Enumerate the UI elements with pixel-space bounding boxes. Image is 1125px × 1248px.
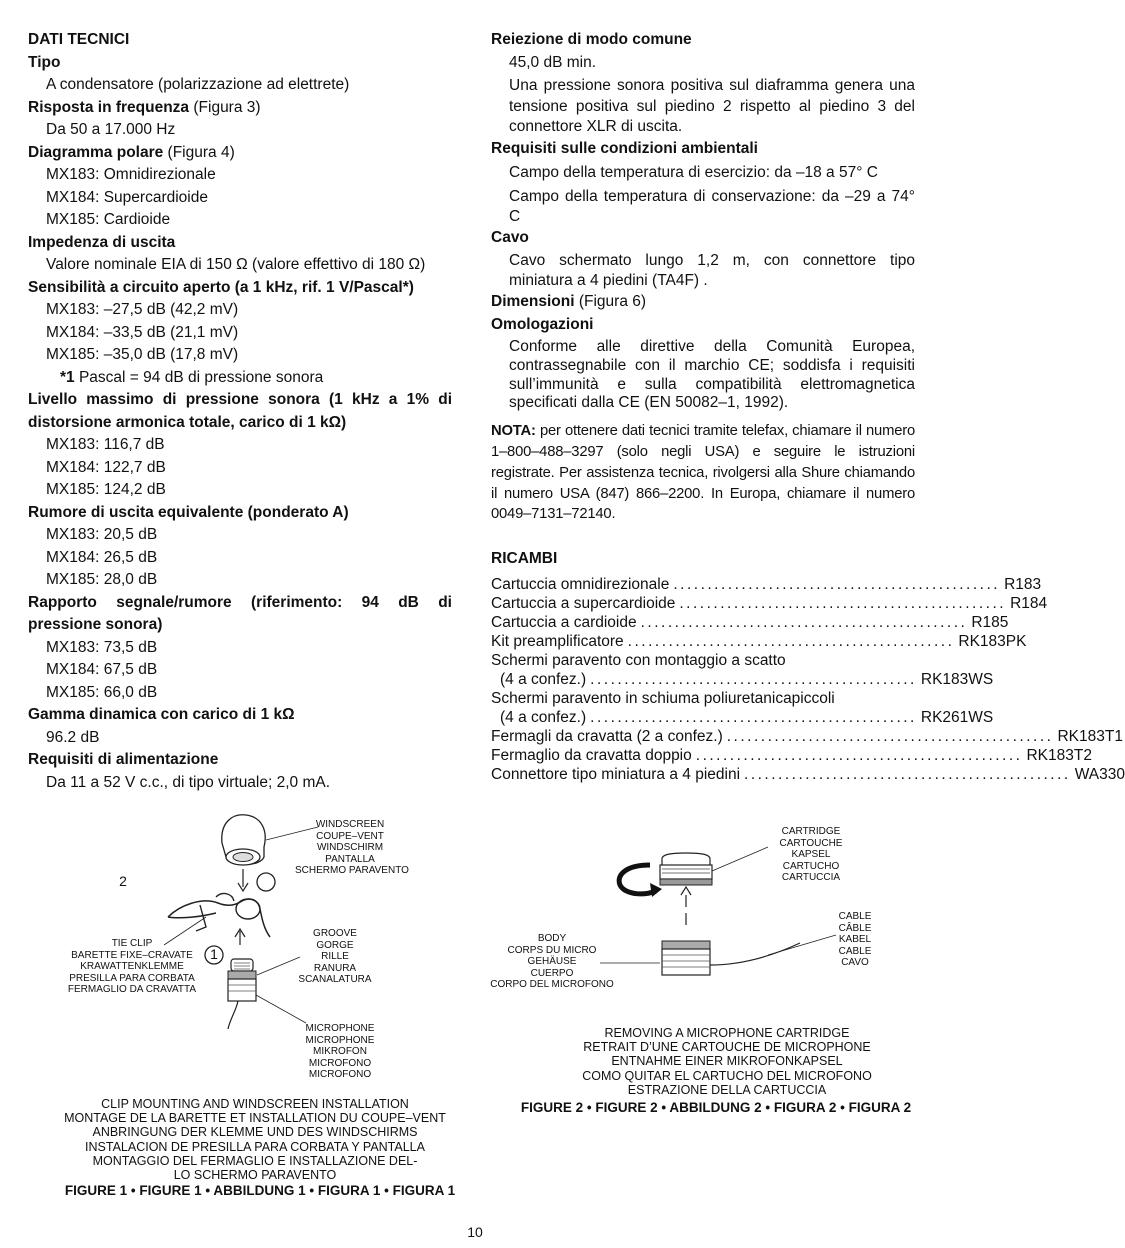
figure1-caption: CLIP MOUNTING AND WINDSCREEN INSTALLATION MONTAGE DE LA BARETTE ET INSTALLATION DU COUPE–VENT ANBRINGUNG DER KLEMME UND DES WINDSCHIRMS INSTALACION DE PRESILLA PARA CORBATA Y PANTALLA MONTAGGIO DEL FERMAGLIO E INSTALLAZIONE DEL- LO SCHERMO PARAVENTO bbox=[64, 1097, 446, 1183]
reiezione-value: 45,0 dB min. bbox=[509, 53, 597, 71]
risposta-value: Da 50 a 17.000 Hz bbox=[46, 121, 176, 138]
left-column bbox=[28, 29, 452, 794]
tipo-heading: Tipo bbox=[28, 53, 61, 71]
part-row: (4 a confez.) ................................................ RK261WS bbox=[500, 708, 994, 726]
windscreen-label: WINDSCREEN COUPE–VENT WINDSCHIRM PANTALLA SCHERMO PARAVENTO bbox=[295, 819, 409, 876]
alimentazione-heading: Requisiti di alimentazione bbox=[28, 751, 219, 768]
rapporto-value: MX185: 66,0 dB bbox=[46, 683, 158, 701]
part-row: Schermi paravento in schiuma poliuretanicapiccoli bbox=[491, 689, 835, 707]
risposta-heading: Risposta in frequenza (Figura 3) bbox=[28, 98, 261, 116]
groove-label: GROOVE GORGE RILLE RANURA SCANALATURA bbox=[298, 928, 372, 985]
livello-heading: Livello massimo di pressione sonora (1 kHz a 1% di distorsione armonica totale, carico di 1 kΩ) bbox=[28, 391, 452, 431]
ambient-heading: Requisiti sulle condizioni ambientali bbox=[491, 139, 758, 157]
tie-clip-label: TIE CLIP BARETTE FIXE–CRAVATE KRAWATTENKLEMME PRESILLA PARA CORBATA FERMAGLIO DA CRAVATTA bbox=[67, 938, 197, 995]
diagramma-heading: Diagramma polare (Figura 4) bbox=[28, 143, 235, 161]
step-1-label: 1 bbox=[210, 946, 218, 962]
section-title: DATI TECNICI bbox=[28, 31, 130, 48]
diagramma-value: MX184: Supercardioide bbox=[46, 188, 208, 206]
rapporto-value: MX183: 73,5 dB bbox=[46, 638, 158, 656]
microphone-label: MICROPHONE MICROPHONE MIKROFON MICROFONO MICROFONO bbox=[305, 1023, 375, 1080]
cartridge-icon bbox=[660, 853, 712, 885]
livello-value: MX183: 116,7 dB bbox=[46, 436, 165, 453]
rotation-arrow-icon bbox=[619, 865, 662, 897]
part-row: Cartuccia a cardioide ................................................ R185 bbox=[491, 613, 1009, 631]
nota-paragraph: NOTA: per ottenere dati tecnici tramite telefax, chiamare il numero 1–800–488–3297 (solo negli USA) e seguire le istruzioni registrate. Per assistenza tecnica, rivolgersi alla Shure chiamando il numero USA (847) 866–2200. In Europa, chiamare il numero 0049–7131–72140. bbox=[491, 423, 915, 523]
diagramma-value: MX183: Omnidirezionale bbox=[46, 166, 216, 183]
tipo-value: A condensatore (polarizzazione ad elettrete) bbox=[46, 76, 350, 93]
step-2-label: 2 bbox=[119, 873, 127, 889]
cable-label: CABLE CÂBLE KABEL CABLE CAVO bbox=[838, 911, 872, 968]
ricambi-heading: RICAMBI bbox=[491, 550, 558, 568]
body-label: BODY CORPS DU MICRO GEHÄUSE CUERPO CORPO DEL MICROFONO bbox=[490, 933, 614, 990]
livello-value: MX185: 124,2 dB bbox=[46, 481, 166, 498]
rumore-heading: Rumore di uscita equivalente (ponderato A) bbox=[28, 503, 349, 521]
gamma-value: 96.2 dB bbox=[46, 728, 100, 746]
rapporto-heading: Rapporto segnale/rumore (riferimento: 94 dB di pressione sonora) bbox=[28, 593, 452, 633]
rumore-value: MX185: 28,0 dB bbox=[46, 571, 158, 588]
right-column bbox=[491, 29, 1125, 784]
part-row: Kit preamplificatore ................................................ RK183PK bbox=[491, 632, 1027, 650]
rapporto-value: MX184: 67,5 dB bbox=[46, 661, 158, 678]
part-row: Cartuccia omnidirezionale ................................................ R183 bbox=[491, 575, 1042, 593]
impedenza-heading: Impedenza di uscita bbox=[28, 233, 176, 251]
alimentazione-value: Da 11 a 52 V c.c., di tipo virtuale; 2,0 mA. bbox=[46, 773, 331, 791]
gamma-heading: Gamma dinamica con carico di 1 kΩ bbox=[28, 706, 295, 723]
ambient-value: Campo della temperatura di conservazione: da –29 a 74° C bbox=[509, 187, 915, 225]
sensibilita-value: MX184: –33,5 dB (21,1 mV) bbox=[46, 323, 239, 341]
cavo-heading: Cavo bbox=[491, 228, 529, 246]
livello-value: MX184: 122,7 dB bbox=[46, 458, 166, 476]
sensibilita-value: MX185: –35,0 dB (17,8 mV) bbox=[46, 346, 239, 363]
sensibilita-heading: Sensibilità a circuito aperto (a 1 kHz, rif. 1 V/Pascal*) bbox=[28, 278, 414, 296]
omologazioni-heading: Omologazioni bbox=[491, 315, 594, 333]
microphone-icon bbox=[228, 959, 256, 1029]
part-row: Schermi paravento con montaggio a scatto bbox=[491, 651, 786, 669]
part-row: Fermagli da cravatta (2 a confez.) ................................................ RK183T1 bbox=[491, 727, 1123, 745]
part-row: Connettore tipo miniatura a 4 piedini ................................................ WA330 bbox=[491, 765, 1125, 783]
cartridge-label: CARTRIDGE CARTOUCHE KAPSEL CARTUCHO CARTUCCIA bbox=[779, 826, 843, 883]
figure2-label: FIGURE 2 • FIGURE 2 • ABBILDUNG 2 • FIGURA 2 • FIGURA 2 bbox=[520, 1100, 912, 1115]
windscreen-icon bbox=[222, 815, 265, 865]
sensibilita-value: MX183: –27,5 dB (42,2 mV) bbox=[46, 301, 239, 318]
microphone-body-icon bbox=[662, 941, 800, 975]
rumore-value: MX184: 26,5 dB bbox=[46, 548, 158, 566]
cavo-value: Cavo schermato lungo 1,2 m, con connettore tipo miniatura a 4 piedini (TA4F) . bbox=[509, 252, 915, 289]
reiezione-heading: Reiezione di modo comune bbox=[491, 31, 692, 48]
dimensioni-heading: Dimensioni (Figura 6) bbox=[491, 293, 647, 310]
part-row: Cartuccia a supercardioide ................................................ R184 bbox=[491, 594, 1048, 612]
diagramma-value: MX185: Cardioide bbox=[46, 211, 171, 228]
pascal-note: *1 Pascal = 94 dB di pressione sonora bbox=[60, 368, 324, 386]
figure1-label: FIGURE 1 • FIGURE 1 • ABBILDUNG 1 • FIGURA 1 • FIGURA 1 bbox=[64, 1183, 456, 1198]
part-row: Fermaglio da cravatta doppio ................................................ RK183T2 bbox=[491, 746, 1092, 764]
page-number: 10 bbox=[467, 1224, 483, 1240]
tie-clip-icon bbox=[168, 894, 270, 937]
reiezione-paragraph: Una pressione sonora positiva sul diaframma genera una tensione positiva sul piedino 2 rispetto al piedino 3 del connettore XLR di uscita. bbox=[509, 77, 915, 135]
part-row: (4 a confez.) ................................................ RK183WS bbox=[500, 670, 994, 688]
omologazioni-value: Conforme alle direttive della Comunità Europea, contrassegnabile con il marchio CE; soddisfa i requisiti sull’immunità e sulla compatibilità elettromagnetica specificati dalla CE (EN 50082–1, 1992). bbox=[509, 338, 915, 412]
parts-list bbox=[491, 575, 1125, 784]
ambient-value: Campo della temperatura di esercizio: da –18 a 57° C bbox=[509, 164, 878, 181]
figure2-caption: REMOVING A MICROPHONE CARTRIDGE RETRAIT D’UNE CARTOUCHE DE MICROPHONE ENTNAHME EINER MIKROFONKAPSEL COMO QUITAR EL CARTUCHO DEL MICROFONO ESTRAZIONE DELLA CARTUCCIA bbox=[582, 1026, 872, 1097]
rumore-value: MX183: 20,5 dB bbox=[46, 526, 158, 543]
impedenza-value: Valore nominale EIA di 150 Ω (valore effettivo di 180 Ω) bbox=[46, 256, 426, 273]
